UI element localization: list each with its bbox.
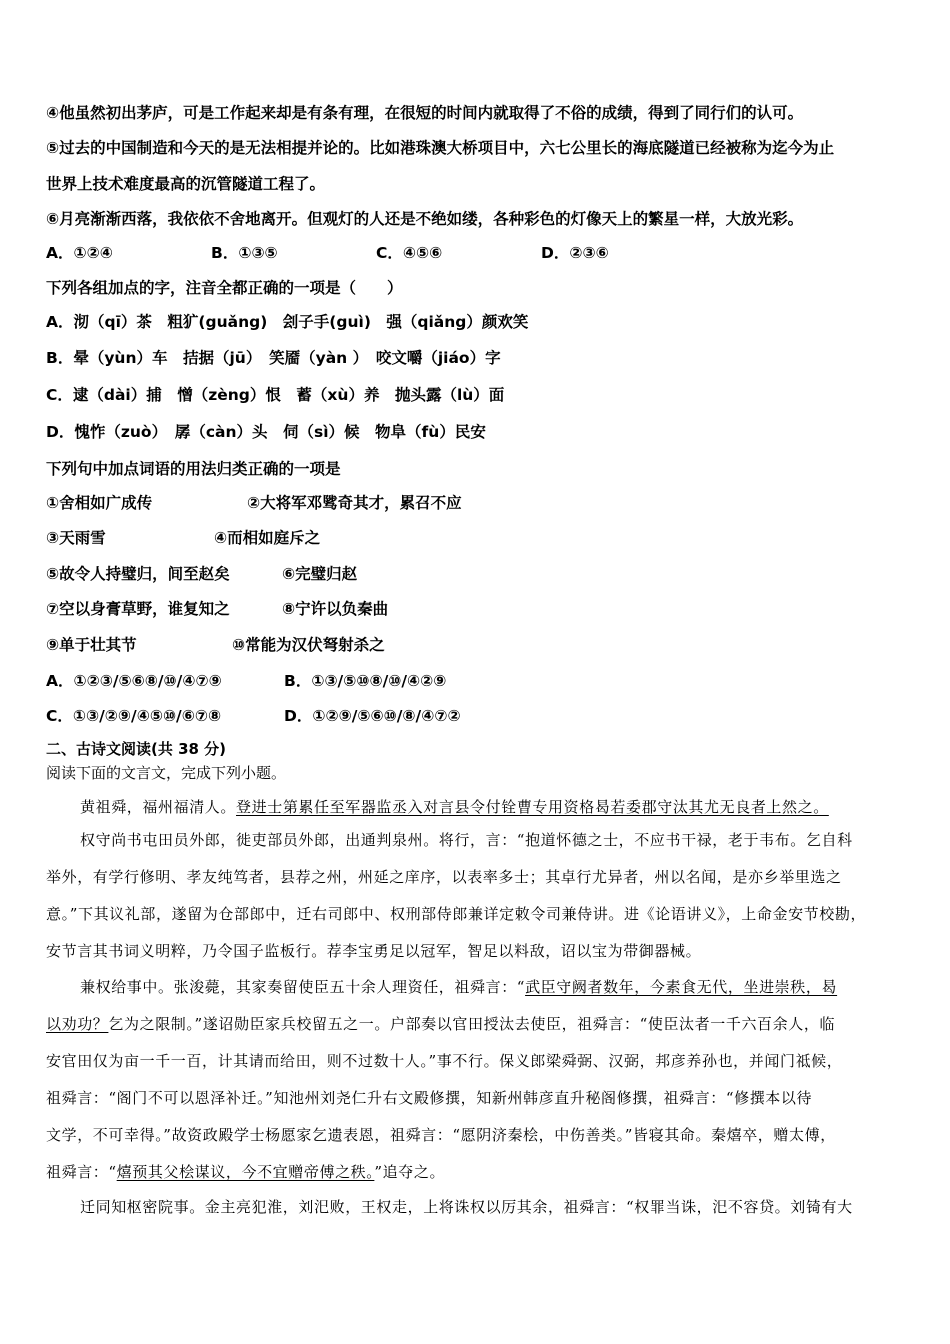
usage-item-7: ⑦空以身膏草野，谁复知之 [46,600,230,618]
passage-para-2-line-1: 权守尚书屯田员外郎，徙吏部员外郎，出通判泉州。将行，言：“抱道怀德之士，不应书干禄，老于韦布。乞自科 [80,831,853,849]
usage-option-a: A．①②③/⑤⑥⑧/⑩/④⑦⑨ [46,672,222,690]
usage-item-9: ⑨单于壮其节 [46,636,137,654]
option-d: D．②③⑥ [541,244,609,262]
sentence-4: ④他虽然初出茅庐，可是工作起来却是有条有理，在很短的时间内就取得了不俗的成绩，得到了同行们的认可。 [46,104,804,122]
section-title: 二、古诗文阅读(共 38 分) [46,740,227,758]
usage-item-5: ⑤故令人持璧归，间至赵矣 [46,565,230,583]
passage-p3-text-2: 乞为之限制。”遂诏勋臣家兵校留五之一。户部奏以官田授汰去使臣，祖舜言：“使臣汰者一千六百余人，临 [108,1015,836,1033]
pinyin-question-stem: 下列各组加点的字，注音全都正确的一项是（ ） [46,279,403,297]
passage-para-3-line-2 [46,1013,835,1035]
usage-item-10: ⑩常能为汉伏弩射杀之 [232,636,385,654]
usage-item-2: ②大将军邓骘奇其才，累召不应 [247,494,462,512]
usage-option-b: B．①③/⑤⑩⑧/⑩/④②⑨ [284,672,447,690]
passage-p1-text: 黄祖舜，福州福清人。 [80,798,237,816]
usage-option-d: D．①②⑨/⑤⑥⑩/⑧/④⑦② [284,707,461,725]
usage-item-8: ⑧宁许以负秦曲 [282,600,389,618]
usage-item-6: ⑥完璧归赵 [282,565,358,583]
option-b: B．①③⑤ [211,244,278,262]
passage-p3-underlined-1: 武臣守阙者数年，今素食无代，坐进崇秩，曷 [525,978,838,996]
usage-question-stem: 下列句中加点词语的用法归类正确的一项是 [46,460,341,478]
passage-p3-text-6c: ”追夺之。 [374,1163,446,1181]
sentence-options [46,243,609,263]
passage-para-3-line-3: 安官田仅为亩一千一百，计其请而给田，则不过数十人。”事不行。保义郎梁舜弼、汉弼，邦彦养孙也，并闻门祗候， [46,1052,843,1070]
passage-p1-underlined: 登进士第累任至军器监丞入对言县令付铨曹专用资格曷若委郡守汰其尤无良者上然之。 [236,798,829,816]
passage-para-3-line-5: 文学，不可幸得。”故资政殿学士杨愿家乞遗表恩，祖舜言：“愿阴济秦桧，中伤善类。”皆寝其命。秦熺卒，赠太傅， [46,1126,836,1144]
passage-p3-underlined-2: 以劝功？ [46,1015,109,1033]
usage-item-4: ④而相如庭斥之 [214,529,321,547]
passage-p3-text-6a: 祖舜言：“ [46,1163,117,1181]
pinyin-option-b: B．晕（yùn）车 拮据（jū） 笑靥（yàn ） 咬文嚼（jiáo）字 [46,349,501,367]
sentence-6: ⑥月亮渐渐西落，我依依不舍地离开。但观灯的人还是不绝如缕，各种彩色的灯像天上的繁星一样，大放光彩。 [46,210,804,228]
passage-p3-text: 兼权给事中。张浚薨，其家奏留使臣五十余人理资任，祖舜言：“ [80,978,526,996]
passage-para-1 [80,796,829,818]
usage-option-c: C．①③/②⑨/④⑤⑩/⑥⑦⑧ [46,707,222,725]
usage-item-1: ①舍相如广成传 [46,494,153,512]
passage-para-4-line-1: 迁同知枢密院事。金主亮犯淮，刘汜败，王权走，上将诛权以厉其余，祖舜言：“权罪当诛，汜不容贷。刘锜有大 [80,1198,853,1216]
passage-para-3-line-4: 祖舜言：“阁门不可以恩泽补迁。”知池州刘尧仁升右文殿修撰，知新州韩彦直升秘阁修撰，祖舜言：“修撰本以待 [46,1089,813,1107]
usage-item-3: ③天雨雪 [46,529,106,547]
option-c: C．④⑤⑥ [376,244,443,262]
passage-para-2-line-4: 安节言其书词义明粹，乃令国子监板行。荐李宝勇足以冠军，智足以料敌，诏以宝为带御器械。 [46,942,702,960]
passage-para-3-line-1 [80,976,837,998]
passage-para-2-line-3: 意。”下其议礼部，遂留为仓部郎中，迁右司郎中、权刑部侍郎兼详定敕令司兼侍讲。进《论语讲义》，上命金安节校勘， [46,905,867,923]
pinyin-option-a: A．沏（qī）茶 粗犷(guǎng) 刽子手(guì) 强（qiǎng）颜欢笑 [46,313,529,331]
section-instruction: 阅读下面的文言文，完成下列小题。 [46,764,287,782]
option-a: A．①②④ [46,244,113,262]
sentence-5-line-2: 世界上技术难度最高的沉管隧道工程了。 [46,175,326,193]
pinyin-option-c: C．逮（dài）捕 憎（zèng）恨 蓄（xù）养 抛头露（lù）面 [46,386,505,404]
passage-para-2-line-2: 举外，有学行修明、孝友纯笃者，县荐之州，州延之庠序，以表率多士；其卓行尤异者，州以名闻，是亦乡举里选之 [46,868,842,886]
passage-p3-underlined-3: 熺预其父桧谋议，今不宜赠帝傅之秩。 [116,1163,375,1181]
sentence-5-line-1: ⑤过去的中国制造和今天的是无法相提并论的。比如港珠澳大桥项目中，六七公里长的海底隧道已经被称为迄今为止 [46,139,835,157]
passage-para-3-line-6 [46,1161,445,1183]
pinyin-option-d: D．愧怍（zuò） 孱（càn）头 伺（sì）候 物阜（fù）民安 [46,423,486,441]
